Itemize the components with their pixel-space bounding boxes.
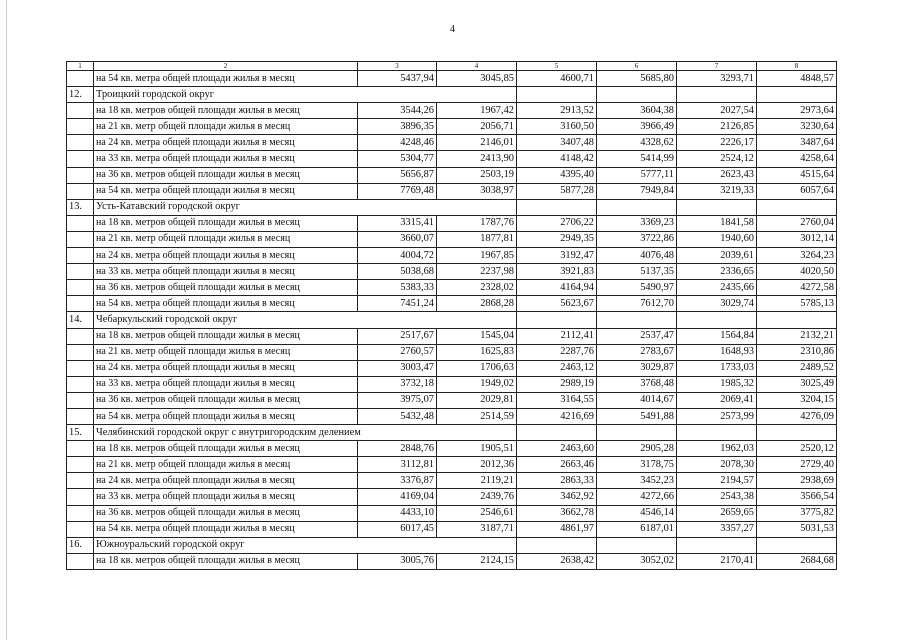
empty-cell <box>597 87 677 103</box>
value-cell-col-4: 1905,51 <box>437 441 517 457</box>
value-cell-col-4: 2868,28 <box>437 296 517 312</box>
value-cell-col-4: 1949,02 <box>437 376 517 392</box>
row-number-cell <box>67 489 94 505</box>
value-cell-col-3: 6017,45 <box>358 521 437 537</box>
value-cell-col-8: 2132,21 <box>757 328 837 344</box>
value-cell-col-8: 3566,54 <box>757 489 837 505</box>
value-cell-col-6: 2905,28 <box>597 441 677 457</box>
value-cell-col-6: 3604,38 <box>597 103 677 119</box>
value-cell-col-4: 2503,19 <box>437 167 517 183</box>
table-row <box>67 473 837 489</box>
value-cell-col-3: 5432,48 <box>358 408 437 424</box>
row-label: на 24 кв. метра общей площади жилья в месяц <box>94 248 358 264</box>
empty-cell <box>517 312 597 328</box>
page-left-edge <box>6 0 7 640</box>
value-cell-col-3: 3112,81 <box>358 457 437 473</box>
empty-cell <box>677 425 757 441</box>
value-cell-col-3: 3005,76 <box>358 553 437 569</box>
value-cell-col-6: 4546,14 <box>597 505 677 521</box>
row-number-cell <box>67 473 94 489</box>
value-cell-col-8: 4258,64 <box>757 151 837 167</box>
value-cell-col-8: 2729,40 <box>757 457 837 473</box>
value-cell-col-5: 3164,55 <box>517 392 597 408</box>
row-label: на 33 кв. метра общей площади жилья в месяц <box>94 151 358 167</box>
value-cell-col-4: 2012,36 <box>437 457 517 473</box>
value-cell-col-7: 2573,99 <box>677 408 757 424</box>
value-cell-col-4: 2413,90 <box>437 151 517 167</box>
row-label: на 24 кв. метра общей площади жилья в месяц <box>94 360 358 376</box>
table-row <box>67 441 837 457</box>
value-cell-col-5: 3192,47 <box>517 248 597 264</box>
value-cell-col-3: 5304,77 <box>358 151 437 167</box>
table-row <box>67 183 837 199</box>
value-cell-col-8: 2520,12 <box>757 441 837 457</box>
value-cell-col-6: 2783,67 <box>597 344 677 360</box>
row-number-cell <box>67 505 94 521</box>
value-cell-col-8: 2684,68 <box>757 553 837 569</box>
row-label: на 18 кв. метров общей площади жилья в месяц <box>94 103 358 119</box>
value-cell-col-6: 3966,49 <box>597 119 677 135</box>
table-row <box>67 328 837 344</box>
district-number: 13. <box>67 199 94 215</box>
row-label: на 21 кв. метр общей площади жилья в месяц <box>94 119 358 135</box>
value-cell-col-7: 2226,17 <box>677 135 757 151</box>
header-col-6: 6 <box>597 62 677 71</box>
value-cell-col-8: 3264,23 <box>757 248 837 264</box>
value-cell-col-5: 2949,35 <box>517 231 597 247</box>
header-col-3: 3 <box>358 62 437 71</box>
table-row <box>67 457 837 473</box>
row-label: на 54 кв. метра общей площади жилья в месяц <box>94 296 358 312</box>
value-cell-col-3: 3003,47 <box>358 360 437 376</box>
value-cell-col-8: 3487,64 <box>757 135 837 151</box>
empty-cell <box>517 425 597 441</box>
value-cell-col-8: 5785,13 <box>757 296 837 312</box>
value-cell-col-5: 5623,67 <box>517 296 597 312</box>
value-cell-col-6: 3768,48 <box>597 376 677 392</box>
table-row <box>67 553 837 569</box>
header-col-1: 1 <box>67 62 94 71</box>
row-label: на 18 кв. метров общей площади жилья в месяц <box>94 215 358 231</box>
empty-cell <box>757 87 837 103</box>
value-cell-col-5: 4164,94 <box>517 280 597 296</box>
value-cell-col-3: 3732,18 <box>358 376 437 392</box>
value-cell-col-7: 3029,74 <box>677 296 757 312</box>
row-number-cell <box>67 441 94 457</box>
table-row <box>67 360 837 376</box>
district-name: Усть-Катавский городской округ <box>94 199 517 215</box>
value-cell-col-3: 5038,68 <box>358 264 437 280</box>
row-number-cell <box>67 376 94 392</box>
row-number-cell <box>67 71 94 87</box>
value-cell-col-3: 3376,87 <box>358 473 437 489</box>
value-cell-col-7: 2543,38 <box>677 489 757 505</box>
row-label: на 21 кв. метр общей площади жилья в месяц <box>94 231 358 247</box>
value-cell-col-8: 4272,58 <box>757 280 837 296</box>
row-label: на 18 кв. метров общей площади жилья в месяц <box>94 441 358 457</box>
header-col-7: 7 <box>677 62 757 71</box>
value-cell-col-6: 5685,80 <box>597 71 677 87</box>
value-cell-col-7: 3293,71 <box>677 71 757 87</box>
row-number-cell <box>67 103 94 119</box>
district-name: Троицкий городской округ <box>94 87 517 103</box>
value-cell-col-5: 4600,71 <box>517 71 597 87</box>
row-label: на 54 кв. метра общей площади жилья в месяц <box>94 521 358 537</box>
empty-cell <box>677 87 757 103</box>
value-cell-col-8: 3025,49 <box>757 376 837 392</box>
empty-cell <box>757 312 837 328</box>
value-cell-col-5: 2112,41 <box>517 328 597 344</box>
header-col-2: 2 <box>94 62 358 71</box>
value-cell-col-7: 2336,65 <box>677 264 757 280</box>
row-label: на 36 кв. метров общей площади жилья в месяц <box>94 392 358 408</box>
value-cell-col-5: 2663,46 <box>517 457 597 473</box>
value-cell-col-6: 5414,99 <box>597 151 677 167</box>
table-row <box>67 264 837 280</box>
value-cell-col-5: 2463,60 <box>517 441 597 457</box>
value-cell-col-8: 2489,52 <box>757 360 837 376</box>
header-col-5: 5 <box>517 62 597 71</box>
value-cell-col-3: 5437,94 <box>358 71 437 87</box>
row-number-cell <box>67 408 94 424</box>
value-cell-col-6: 3722,86 <box>597 231 677 247</box>
value-cell-col-4: 2514,59 <box>437 408 517 424</box>
district-name: Чебаркульский городской округ <box>94 312 517 328</box>
row-label: на 21 кв. метр общей площади жилья в месяц <box>94 457 358 473</box>
value-cell-col-8: 5031,53 <box>757 521 837 537</box>
row-number-cell <box>67 183 94 199</box>
empty-cell <box>597 537 677 553</box>
value-cell-col-3: 7769,48 <box>358 183 437 199</box>
value-cell-col-8: 6057,64 <box>757 183 837 199</box>
value-cell-col-4: 2146,01 <box>437 135 517 151</box>
header-row <box>67 62 837 71</box>
value-cell-col-5: 2463,12 <box>517 360 597 376</box>
value-cell-col-6: 6187,01 <box>597 521 677 537</box>
value-cell-col-7: 3357,27 <box>677 521 757 537</box>
value-cell-col-4: 2237,98 <box>437 264 517 280</box>
row-number-cell <box>67 264 94 280</box>
row-label: на 18 кв. метров общей площади жилья в месяц <box>94 553 358 569</box>
row-number-cell <box>67 360 94 376</box>
row-label: на 33 кв. метра общей площади жилья в месяц <box>94 264 358 280</box>
empty-cell <box>757 537 837 553</box>
value-cell-col-4: 1545,04 <box>437 328 517 344</box>
value-cell-col-6: 4272,66 <box>597 489 677 505</box>
row-number-cell <box>67 231 94 247</box>
value-cell-col-5: 2287,76 <box>517 344 597 360</box>
value-cell-col-6: 5490,97 <box>597 280 677 296</box>
value-cell-col-3: 4169,04 <box>358 489 437 505</box>
value-cell-col-6: 3178,75 <box>597 457 677 473</box>
row-label: на 24 кв. метра общей площади жилья в месяц <box>94 473 358 489</box>
value-cell-col-4: 2328,02 <box>437 280 517 296</box>
district-row <box>67 425 837 441</box>
value-cell-col-6: 5137,35 <box>597 264 677 280</box>
row-number-cell <box>67 215 94 231</box>
row-number-cell <box>67 392 94 408</box>
value-cell-col-6: 3052,02 <box>597 553 677 569</box>
district-number: 15. <box>67 425 94 441</box>
header-col-4: 4 <box>437 62 517 71</box>
value-cell-col-7: 2194,57 <box>677 473 757 489</box>
value-cell-col-4: 1877,81 <box>437 231 517 247</box>
value-cell-col-4: 1706,63 <box>437 360 517 376</box>
value-cell-col-3: 2848,76 <box>358 441 437 457</box>
value-cell-col-3: 3975,07 <box>358 392 437 408</box>
value-cell-col-5: 4861,97 <box>517 521 597 537</box>
value-cell-col-6: 7612,70 <box>597 296 677 312</box>
page-number: 4 <box>450 24 455 35</box>
value-cell-col-4: 3038,97 <box>437 183 517 199</box>
table-row <box>67 505 837 521</box>
value-cell-col-6: 3369,23 <box>597 215 677 231</box>
value-cell-col-3: 4004,72 <box>358 248 437 264</box>
value-cell-col-5: 3407,48 <box>517 135 597 151</box>
value-cell-col-7: 3219,33 <box>677 183 757 199</box>
value-cell-col-4: 1967,85 <box>437 248 517 264</box>
district-row <box>67 199 837 215</box>
table-row <box>67 344 837 360</box>
value-cell-col-5: 2638,42 <box>517 553 597 569</box>
empty-cell <box>517 537 597 553</box>
value-cell-col-4: 2029,81 <box>437 392 517 408</box>
table-row <box>67 489 837 505</box>
value-cell-col-7: 1985,32 <box>677 376 757 392</box>
value-cell-col-6: 2537,47 <box>597 328 677 344</box>
value-cell-col-7: 2170,41 <box>677 553 757 569</box>
value-cell-col-6: 4076,48 <box>597 248 677 264</box>
value-cell-col-3: 4248,46 <box>358 135 437 151</box>
value-cell-col-6: 3452,23 <box>597 473 677 489</box>
value-cell-col-7: 1733,03 <box>677 360 757 376</box>
row-label: на 36 кв. метров общей площади жилья в месяц <box>94 167 358 183</box>
value-cell-col-4: 3187,71 <box>437 521 517 537</box>
table-row <box>67 119 837 135</box>
row-label: на 33 кв. метра общей площади жилья в месяц <box>94 376 358 392</box>
value-cell-col-8: 3230,64 <box>757 119 837 135</box>
value-cell-col-4: 1967,42 <box>437 103 517 119</box>
value-cell-col-6: 4014,67 <box>597 392 677 408</box>
district-row <box>67 87 837 103</box>
value-cell-col-5: 3462,92 <box>517 489 597 505</box>
value-cell-col-5: 3921,83 <box>517 264 597 280</box>
table-row <box>67 376 837 392</box>
row-number-cell <box>67 248 94 264</box>
value-cell-col-5: 2913,52 <box>517 103 597 119</box>
row-label: на 54 кв. метра общей площади жилья в месяц <box>94 183 358 199</box>
value-cell-col-5: 5877,28 <box>517 183 597 199</box>
value-cell-col-7: 2069,41 <box>677 392 757 408</box>
value-cell-col-8: 2973,64 <box>757 103 837 119</box>
value-cell-col-3: 5656,87 <box>358 167 437 183</box>
value-cell-col-7: 1962,03 <box>677 441 757 457</box>
row-label: на 33 кв. метра общей площади жилья в месяц <box>94 489 358 505</box>
value-cell-col-7: 1648,93 <box>677 344 757 360</box>
district-name: Челябинский городской округ с внутригородским делением <box>94 425 517 441</box>
value-cell-col-4: 2546,61 <box>437 505 517 521</box>
row-label: на 36 кв. метров общей площади жилья в месяц <box>94 505 358 521</box>
value-cell-col-7: 2126,85 <box>677 119 757 135</box>
row-number-cell <box>67 521 94 537</box>
row-label: на 54 кв. метра общей площади жилья в месяц <box>94 71 358 87</box>
empty-cell <box>757 199 837 215</box>
value-cell-col-7: 2524,12 <box>677 151 757 167</box>
value-cell-col-8: 4020,50 <box>757 264 837 280</box>
value-cell-col-6: 7949,84 <box>597 183 677 199</box>
row-label: на 36 кв. метров общей площади жилья в месяц <box>94 280 358 296</box>
empty-cell <box>597 199 677 215</box>
table-row <box>67 248 837 264</box>
value-cell-col-8: 3775,82 <box>757 505 837 521</box>
row-number-cell <box>67 328 94 344</box>
district-number: 12. <box>67 87 94 103</box>
table-row <box>67 103 837 119</box>
value-cell-col-6: 3029,87 <box>597 360 677 376</box>
value-cell-col-3: 3544,26 <box>358 103 437 119</box>
empty-cell <box>677 199 757 215</box>
value-cell-col-8: 4515,64 <box>757 167 837 183</box>
empty-cell <box>517 87 597 103</box>
value-cell-col-7: 2078,30 <box>677 457 757 473</box>
row-number-cell <box>67 296 94 312</box>
value-cell-col-8: 3204,15 <box>757 392 837 408</box>
value-cell-col-7: 1841,58 <box>677 215 757 231</box>
rates-table <box>66 61 837 570</box>
table-row <box>67 521 837 537</box>
table-row <box>67 392 837 408</box>
value-cell-col-5: 4216,69 <box>517 408 597 424</box>
value-cell-col-3: 4433,10 <box>358 505 437 521</box>
value-cell-col-4: 2439,76 <box>437 489 517 505</box>
value-cell-col-8: 2310,86 <box>757 344 837 360</box>
value-cell-col-4: 2056,71 <box>437 119 517 135</box>
table-row <box>67 280 837 296</box>
district-name: Южноуральский городской округ <box>94 537 517 553</box>
district-row <box>67 312 837 328</box>
value-cell-col-7: 1564,84 <box>677 328 757 344</box>
district-number: 16. <box>67 537 94 553</box>
row-number-cell <box>67 344 94 360</box>
row-label: на 18 кв. метров общей площади жилья в месяц <box>94 328 358 344</box>
value-cell-col-3: 7451,24 <box>358 296 437 312</box>
district-number: 14. <box>67 312 94 328</box>
empty-cell <box>677 312 757 328</box>
table-row <box>67 408 837 424</box>
row-label: на 21 кв. метр общей площади жилья в месяц <box>94 344 358 360</box>
row-number-cell <box>67 135 94 151</box>
value-cell-col-7: 1940,60 <box>677 231 757 247</box>
row-number-cell <box>67 119 94 135</box>
row-label: на 54 кв. метра общей площади жилья в месяц <box>94 408 358 424</box>
value-cell-col-3: 2517,67 <box>358 328 437 344</box>
table-row <box>67 215 837 231</box>
row-number-cell <box>67 151 94 167</box>
empty-cell <box>597 425 677 441</box>
table-row <box>67 71 837 87</box>
value-cell-col-7: 2039,61 <box>677 248 757 264</box>
value-cell-col-5: 4148,42 <box>517 151 597 167</box>
value-cell-col-5: 2989,19 <box>517 376 597 392</box>
value-cell-col-3: 3315,41 <box>358 215 437 231</box>
table-row <box>67 151 837 167</box>
value-cell-col-4: 1625,83 <box>437 344 517 360</box>
value-cell-col-8: 2760,04 <box>757 215 837 231</box>
row-number-cell <box>67 280 94 296</box>
value-cell-col-8: 3012,14 <box>757 231 837 247</box>
value-cell-col-7: 2623,43 <box>677 167 757 183</box>
value-cell-col-5: 3662,78 <box>517 505 597 521</box>
district-row <box>67 537 837 553</box>
value-cell-col-6: 4328,62 <box>597 135 677 151</box>
value-cell-col-3: 3660,07 <box>358 231 437 247</box>
row-number-cell <box>67 167 94 183</box>
value-cell-col-4: 3045,85 <box>437 71 517 87</box>
row-label: на 24 кв. метра общей площади жилья в месяц <box>94 135 358 151</box>
table-row <box>67 135 837 151</box>
table-row <box>67 296 837 312</box>
value-cell-col-6: 5777,11 <box>597 167 677 183</box>
value-cell-col-8: 2938,69 <box>757 473 837 489</box>
table-row <box>67 167 837 183</box>
value-cell-col-4: 2124,15 <box>437 553 517 569</box>
value-cell-col-7: 2027,54 <box>677 103 757 119</box>
value-cell-col-5: 4395,40 <box>517 167 597 183</box>
value-cell-col-3: 2760,57 <box>358 344 437 360</box>
value-cell-col-7: 2659,65 <box>677 505 757 521</box>
value-cell-col-5: 2706,22 <box>517 215 597 231</box>
empty-cell <box>597 312 677 328</box>
value-cell-col-4: 2119,21 <box>437 473 517 489</box>
empty-cell <box>757 425 837 441</box>
value-cell-col-7: 2435,66 <box>677 280 757 296</box>
value-cell-col-4: 1787,76 <box>437 215 517 231</box>
table-body <box>67 71 837 570</box>
empty-cell <box>677 537 757 553</box>
value-cell-col-3: 5383,33 <box>358 280 437 296</box>
value-cell-col-5: 2863,33 <box>517 473 597 489</box>
empty-cell <box>517 199 597 215</box>
value-cell-col-6: 5491,88 <box>597 408 677 424</box>
table-row <box>67 231 837 247</box>
value-cell-col-3: 3896,35 <box>358 119 437 135</box>
value-cell-col-8: 4848,57 <box>757 71 837 87</box>
header-col-8: 8 <box>757 62 837 71</box>
row-number-cell <box>67 553 94 569</box>
row-number-cell <box>67 457 94 473</box>
value-cell-col-8: 4276,09 <box>757 408 837 424</box>
value-cell-col-5: 3160,50 <box>517 119 597 135</box>
